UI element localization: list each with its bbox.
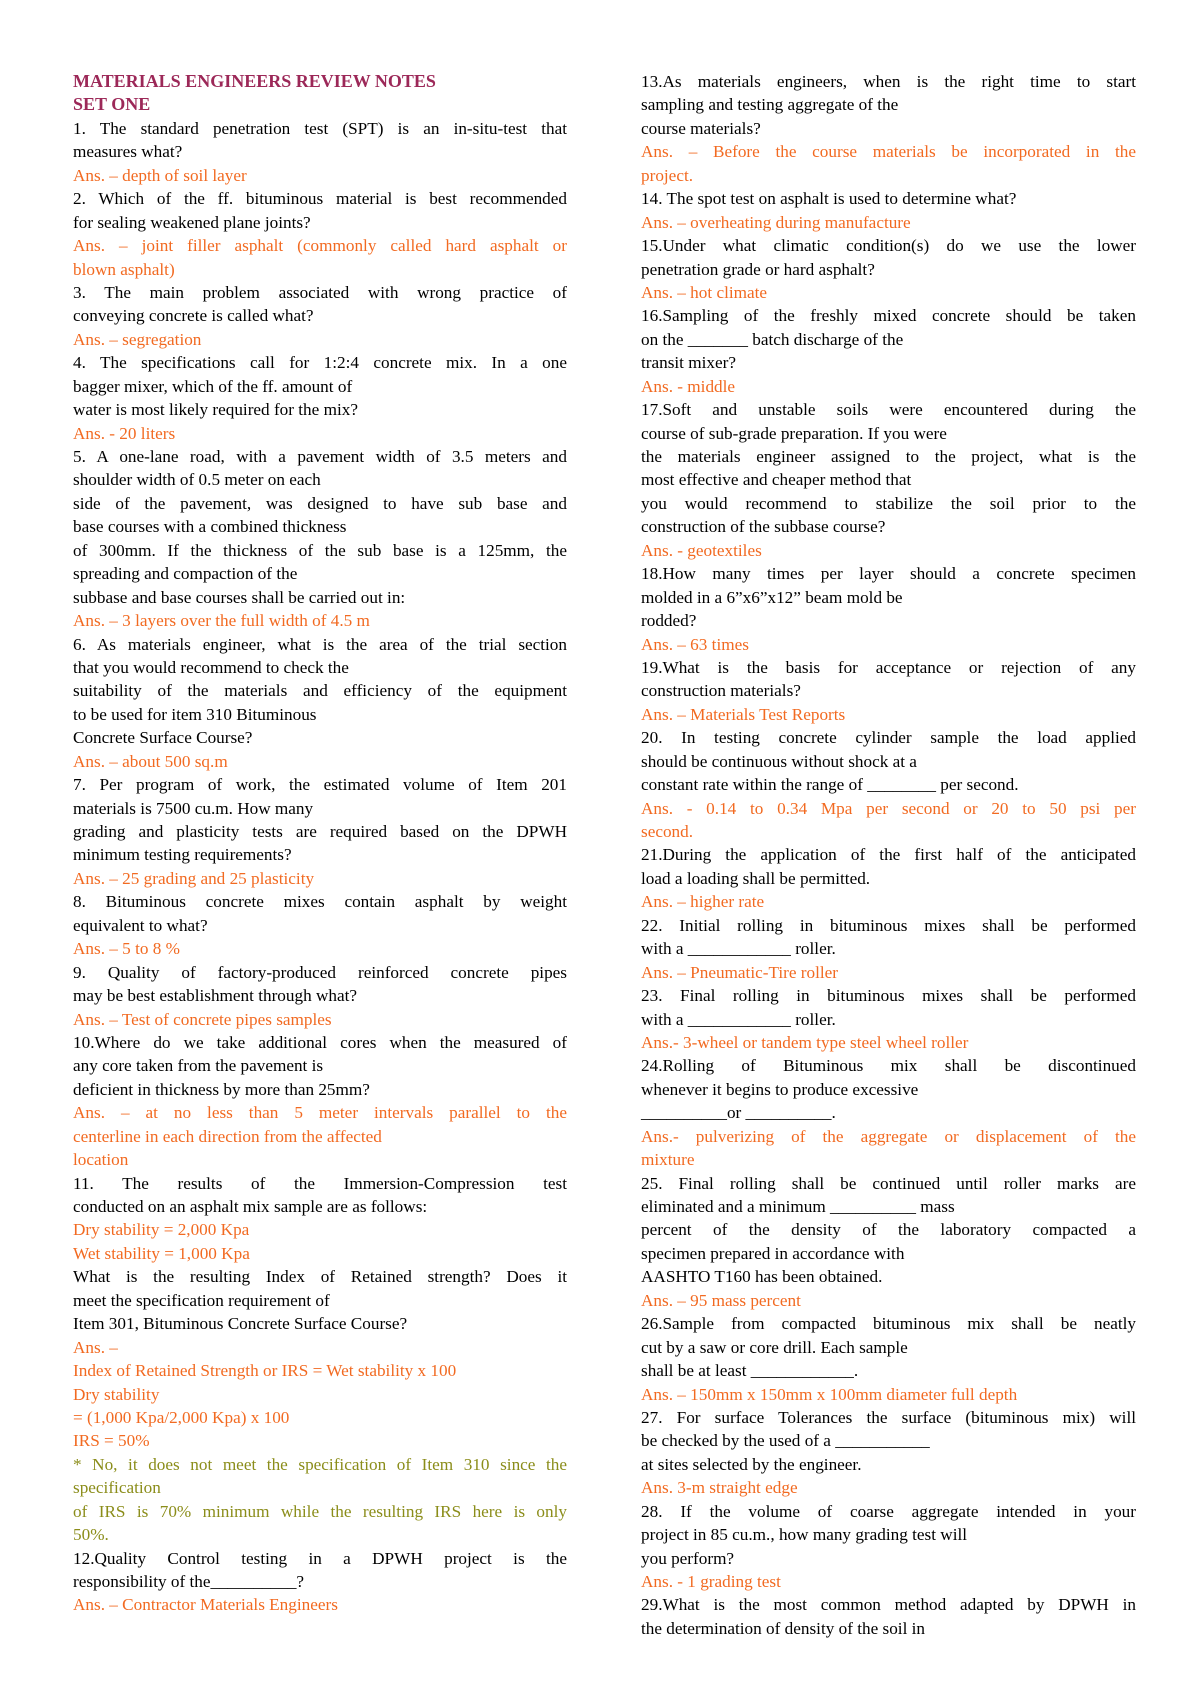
- question-line: 23. Final rolling in bituminous mixes shall be performed: [641, 986, 1136, 1006]
- set-heading: SET ONE: [73, 94, 151, 115]
- question-line: be checked by the used of a ___________: [641, 1431, 930, 1451]
- question-line: most effective and cheaper method that: [641, 470, 912, 490]
- question-line: Concrete Surface Course?: [73, 728, 253, 748]
- question-line: with a ____________ roller.: [641, 939, 836, 959]
- answer-line: Ans. – Before the course materials be incorporated in the: [641, 142, 1136, 162]
- question-line: grading and plasticity tests are required based on the DPWH: [73, 822, 567, 841]
- question-line: measures what?: [73, 142, 183, 162]
- answer-line: Ans. – at no less than 5 meter intervals parallel to the: [73, 1103, 567, 1123]
- question-line: meet the specification requirement of: [73, 1290, 330, 1310]
- question-line: What is the resulting Index of Retained strength? Does it: [73, 1267, 567, 1287]
- answer-line: Ans. - 1 grading test: [641, 1572, 781, 1591]
- question-line: you perform?: [641, 1548, 735, 1568]
- answer-line: project.: [641, 165, 694, 185]
- question-line: suitability of the materials and efficiency of the equipment: [73, 681, 567, 701]
- answer-line: centerline in each direction from the affected: [73, 1126, 382, 1146]
- question-line: 12.Quality Control testing in a DPWH project is the: [73, 1548, 567, 1568]
- question-line: specimen prepared in accordance with: [641, 1243, 905, 1263]
- question-line: 14. The spot test on asphalt is used to determine what?: [641, 189, 1017, 209]
- left-column: [73, 70, 567, 1617]
- answer-line: Ans. - 20 liters: [73, 423, 176, 443]
- question-line: conducted on an asphalt mix sample are as follows:: [73, 1197, 428, 1216]
- question-line: 29.What is the most common method adapted by DPWH in: [641, 1595, 1136, 1615]
- question-line: whenever it begins to produce excessive: [641, 1079, 919, 1099]
- answer-line: Ans.- 3-wheel or tandem type steel wheel roller: [641, 1032, 969, 1052]
- question-line: bagger mixer, which of the ff. amount of: [73, 376, 353, 396]
- question-line: the determination of density of the soil in: [641, 1618, 926, 1638]
- question-line: 8. Bituminous concrete mixes contain asphalt by weight: [73, 892, 567, 912]
- question-line: should be continuous without shock at a: [641, 751, 917, 771]
- document-title: MATERIALS ENGINEERS REVIEW NOTES: [73, 71, 436, 91]
- question-line: __________or __________.: [641, 1103, 836, 1123]
- answer-line: Ans. – 3 layers over the full width of 4.5 m: [73, 611, 370, 631]
- answer-line: Dry stability = 2,000 Kpa: [73, 1220, 250, 1240]
- question-line: 22. Initial rolling in bituminous mixes shall be performed: [641, 915, 1136, 935]
- answer-line: Ans. - middle: [641, 376, 736, 396]
- question-line: 27. For surface Tolerances the surface (bituminous mix) will: [641, 1407, 1136, 1427]
- answer-line: Ans. – 63 times: [641, 634, 749, 654]
- question-line: 17.Soft and unstable soils were encountered during the: [641, 400, 1136, 420]
- answer-line: Ans. – joint filler asphalt (commonly called hard asphalt or: [73, 236, 567, 256]
- question-line: shall be at least ____________.: [641, 1361, 859, 1381]
- question-line: course of sub-grade preparation. If you were: [641, 423, 947, 443]
- question-line: AASHTO T160 has been obtained.: [641, 1267, 883, 1287]
- question-line: 13.As materials engineers, when is the right time to start: [641, 72, 1136, 91]
- question-line: base courses with a combined thickness: [73, 517, 347, 537]
- answer-line: Ans. –: [73, 1337, 118, 1357]
- question-line: course materials?: [641, 118, 761, 138]
- question-line: construction of the subbase course?: [641, 517, 886, 537]
- answer-line: = (1,000 Kpa/2,000 Kpa) x 100: [73, 1407, 290, 1427]
- question-line: 4. The specifications call for 1:2:4 concrete mix. In a one: [73, 353, 567, 373]
- question-line: Item 301, Bituminous Concrete Surface Course?: [73, 1314, 408, 1334]
- question-line: responsibility of the__________?: [73, 1572, 305, 1591]
- question-line: conveying concrete is called what?: [73, 306, 314, 326]
- note-line: * No, it does not meet the specification of Item 310 since the: [73, 1454, 567, 1474]
- question-line: spreading and compaction of the: [73, 564, 298, 584]
- question-line: on the _______ batch discharge of the: [641, 329, 904, 349]
- question-line: molded in a 6”x6”x12” beam mold be: [641, 587, 903, 607]
- question-line: shoulder width of 0.5 meter on each: [73, 470, 321, 490]
- answer-line: Ans. – Materials Test Reports: [641, 704, 846, 724]
- question-line: project in 85 cu.m., how many grading test will: [641, 1525, 968, 1545]
- question-line: with a ____________ roller.: [641, 1009, 836, 1029]
- question-line: 9. Quality of factory-produced reinforced concrete pipes: [73, 962, 567, 982]
- question-line: for sealing weakened plane joints?: [73, 212, 311, 232]
- question-line: 5. A one-lane road, with a pavement width of 3.5 meters and: [73, 447, 567, 466]
- question-line: 20. In testing concrete cylinder sample the load applied: [641, 728, 1136, 748]
- question-line: 16.Sampling of the freshly mixed concrete should be taken: [641, 306, 1136, 326]
- question-line: side of the pavement, was designed to have sub base and: [73, 493, 567, 513]
- question-line: materials is 7500 cu.m. How many: [73, 798, 314, 818]
- question-line: 1. The standard penetration test (SPT) is an in-situ-test that: [73, 118, 567, 138]
- answer-line: Ans. – Pneumatic-Tire roller: [641, 962, 838, 982]
- answer-line: Ans. – about 500 sq.m: [73, 751, 228, 771]
- answer-line: Dry stability: [73, 1384, 160, 1404]
- question-line: minimum testing requirements?: [73, 845, 292, 865]
- question-line: you would recommend to stabilize the soil prior to the: [641, 493, 1136, 513]
- right-column: [641, 70, 1136, 1640]
- answer-line: Index of Retained Strength or IRS = Wet stability x 100: [73, 1361, 457, 1381]
- question-line: constant rate within the range of ________ per second.: [641, 775, 1019, 795]
- question-line: any core taken from the pavement is: [73, 1056, 324, 1076]
- answer-line: Ans. – depth of soil layer: [73, 165, 247, 185]
- question-line: 2. Which of the ff. bituminous material is best recommended: [73, 189, 567, 209]
- question-line: percent of the density of the laboratory compacted a: [641, 1220, 1136, 1240]
- answer-line: Ans. – higher rate: [641, 892, 765, 912]
- answer-line: mixture: [641, 1150, 695, 1170]
- right-column-lines: [641, 70, 1136, 1640]
- question-line: rodded?: [641, 611, 697, 631]
- question-line: 21.During the application of the first half of the anticipated: [641, 845, 1136, 865]
- question-line: that you would recommend to check the: [73, 657, 349, 677]
- question-line: eliminated and a minimum __________ mass: [641, 1197, 955, 1216]
- question-line: transit mixer?: [641, 353, 736, 373]
- answer-line: Ans. – overheating during manufacture: [641, 212, 911, 232]
- question-line: load a loading shall be permitted.: [641, 868, 871, 888]
- note-line: specification: [73, 1478, 161, 1498]
- question-line: 19.What is the basis for acceptance or rejection of any: [641, 657, 1136, 677]
- question-line: 25. Final rolling shall be continued until roller marks are: [641, 1173, 1136, 1193]
- answer-line: Ans. – segregation: [73, 329, 202, 349]
- answer-line: blown asphalt): [73, 259, 175, 279]
- answer-line: Wet stability = 1,000 Kpa: [73, 1243, 250, 1263]
- question-line: 7. Per program of work, the estimated volume of Item 201: [73, 775, 567, 795]
- answer-line: IRS = 50%: [73, 1431, 150, 1451]
- answer-line: Ans.- pulverizing of the aggregate or displacement of the: [641, 1126, 1136, 1146]
- note-line: of IRS is 70% minimum while the resulting IRS here is only: [73, 1501, 567, 1521]
- question-line: 10.Where do we take additional cores when the measured of: [73, 1032, 567, 1052]
- answer-line: Ans. – 25 grading and 25 plasticity: [73, 868, 315, 888]
- answer-line: Ans. – Test of concrete pipes samples: [73, 1009, 332, 1029]
- question-line: the materials engineer assigned to the project, what is the: [641, 447, 1136, 466]
- question-line: water is most likely required for the mix?: [73, 400, 358, 420]
- note-line: 50%.: [73, 1525, 109, 1545]
- question-line: 11. The results of the Immersion-Compression test: [73, 1173, 567, 1193]
- question-line: sampling and testing aggregate of the: [641, 95, 899, 115]
- question-line: of 300mm. If the thickness of the sub base is a 125mm, the: [73, 540, 567, 560]
- question-line: 28. If the volume of coarse aggregate intended in your: [641, 1501, 1136, 1521]
- question-line: construction materials?: [641, 681, 801, 701]
- question-line: 15.Under what climatic condition(s) do we use the lower: [641, 236, 1136, 256]
- answer-line: Ans. – hot climate: [641, 282, 768, 302]
- left-column-lines: [73, 117, 567, 1617]
- question-line: to be used for item 310 Bituminous: [73, 704, 317, 724]
- answer-line: Ans. – 5 to 8 %: [73, 939, 180, 959]
- question-line: at sites selected by the engineer.: [641, 1454, 862, 1474]
- question-line: may be best establishment through what?: [73, 986, 358, 1006]
- answer-line: Ans. - geotextiles: [641, 540, 762, 560]
- question-line: 24.Rolling of Bituminous mix shall be discontinued: [641, 1056, 1136, 1076]
- answer-line: Ans. – Contractor Materials Engineers: [73, 1595, 338, 1615]
- question-line: 18.How many times per layer should a concrete specimen: [641, 564, 1136, 584]
- question-line: 6. As materials engineer, what is the area of the trial section: [73, 634, 567, 654]
- question-line: penetration grade or hard asphalt?: [641, 259, 875, 279]
- question-line: cut by a saw or core drill. Each sample: [641, 1337, 908, 1357]
- answer-line: Ans. - 0.14 to 0.34 Mpa per second or 20 to 50 psi per: [641, 798, 1136, 818]
- answer-line: location: [73, 1150, 129, 1170]
- question-line: subbase and base courses shall be carried out in:: [73, 587, 406, 607]
- question-line: 3. The main problem associated with wrong practice of: [73, 282, 567, 302]
- answer-line: Ans. – 95 mass percent: [641, 1290, 801, 1310]
- answer-line: second.: [641, 822, 694, 841]
- question-line: deficient in thickness by more than 25mm?: [73, 1079, 370, 1099]
- answer-line: Ans. 3-m straight edge: [641, 1478, 798, 1498]
- question-line: equivalent to what?: [73, 915, 208, 935]
- answer-line: Ans. – 150mm x 150mm x 100mm diameter full depth: [641, 1384, 1018, 1404]
- question-line: 26.Sample from compacted bituminous mix shall be neatly: [641, 1314, 1136, 1334]
